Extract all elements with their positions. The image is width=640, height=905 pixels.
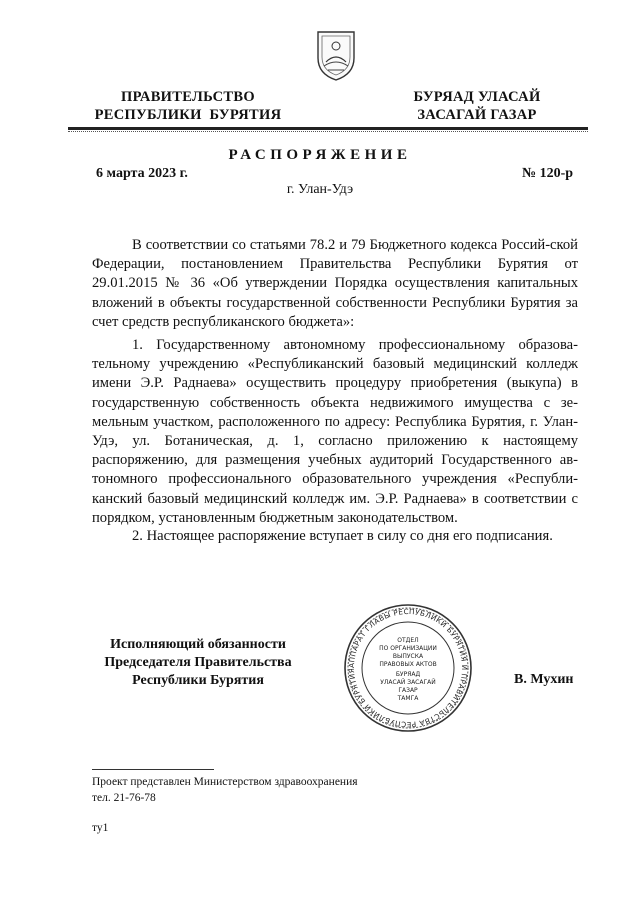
org-left-line-1: ПРАВИТЕЛЬСТВО — [121, 89, 255, 105]
seal-inner-line: ОТДЕЛ — [397, 637, 419, 644]
signatory-title — [80, 636, 316, 690]
coat-of-arms-icon — [314, 28, 358, 82]
seal-outer-text: АППАРАТ ГЛАВЫ РЕСПУБЛИКИ БУРЯТИЯ И ПРАВИТЕЛЬСТВА РЕСПУБЛИКИ БУРЯТИЯ — [346, 606, 470, 730]
signatory-title-line-3: Республики Бурятия — [132, 673, 264, 688]
header-rule — [68, 127, 588, 130]
seal-inner-line: ПРАВОВЫХ АКТОВ — [379, 661, 437, 668]
footnote-divider — [92, 769, 214, 770]
signatory-title-line-1: Исполняющий обязанности — [110, 637, 286, 652]
org-name-russian — [88, 88, 288, 124]
org-left-line-2: РЕСПУБЛИКИ БУРЯТИЯ — [94, 107, 282, 123]
org-right-line-2: ЗАСАГАЙ ГАЗАР — [417, 107, 537, 123]
body-paragraph-preamble: В соответствии со статьями 78.2 и 79 Бюджетного кодекса Россий-ской Федерации, постановлением Правительства Республики Бурятия от 29.01.2015 № 36 «Об утверждении Порядка осуществления капитальных вложений в объекты государственной собственности Республики Бурятия за счет средств республиканского бюджета»: — [92, 237, 578, 330]
body-paragraph-item-2: 2. Настоящее распоряжение вступает в силу со дня его подписания. — [132, 528, 553, 544]
footnote-project-source: Проект представлен Министерством здравоохранения — [92, 776, 358, 788]
document-number: № 120-р — [522, 166, 574, 181]
document-city: г. Улан-Удэ — [286, 182, 354, 197]
org-right-line-1: БУРЯАД УЛАСАЙ — [413, 89, 541, 105]
typist-marker: ту1 — [92, 822, 109, 834]
signatory-title-line-2: Председателя Правительства — [104, 655, 292, 670]
seal-inner-line: ВЫПУСКА — [392, 653, 424, 660]
seal-inner-line: БУРЯАД — [395, 671, 421, 678]
official-seal-stamp — [342, 602, 474, 734]
org-name-buryat — [392, 88, 562, 124]
document-date: 6 марта 2023 г. — [96, 166, 188, 181]
seal-inner-line: ПО ОРГАНИЗАЦИИ — [379, 645, 437, 652]
seal-inner-line: ГАЗАР — [398, 687, 418, 694]
footnote-phone: тел. 21-76-78 — [92, 792, 156, 804]
seal-inner-line: ТАМГА — [397, 695, 419, 702]
signatory-name: В. Мухин — [514, 672, 574, 687]
header-dotted-rule — [68, 131, 588, 132]
seal-inner-line: УЛАСАЙ ЗАСАГАЙ — [380, 679, 436, 686]
document-type-title: РАСПОРЯЖЕНИЕ — [228, 147, 412, 163]
body-paragraph-item-1: 1. Государственному автономному профессиональному образова-тельному учреждению «Республиканский базовый медицинский колледж имени Э.Р. Раднаева» осуществить процедуру приобретения (выкупа) в государственную собственность объекта недвижимого имущества с зе-мельным участком, расположенного по адресу: Республика Бурятия, г. Улан-Удэ, ул. Ботаническая, д. 1, согласно приложению к настоящему распоряжению, для размещения учебных аудиторий Государственного ав-тономного профессионального образовательного учреждения «Республи-канский базовый медицинский колледж им. Э.Р. Раднаева» в соответствии с порядком, установленным бюджетным законодательством. — [92, 337, 578, 526]
